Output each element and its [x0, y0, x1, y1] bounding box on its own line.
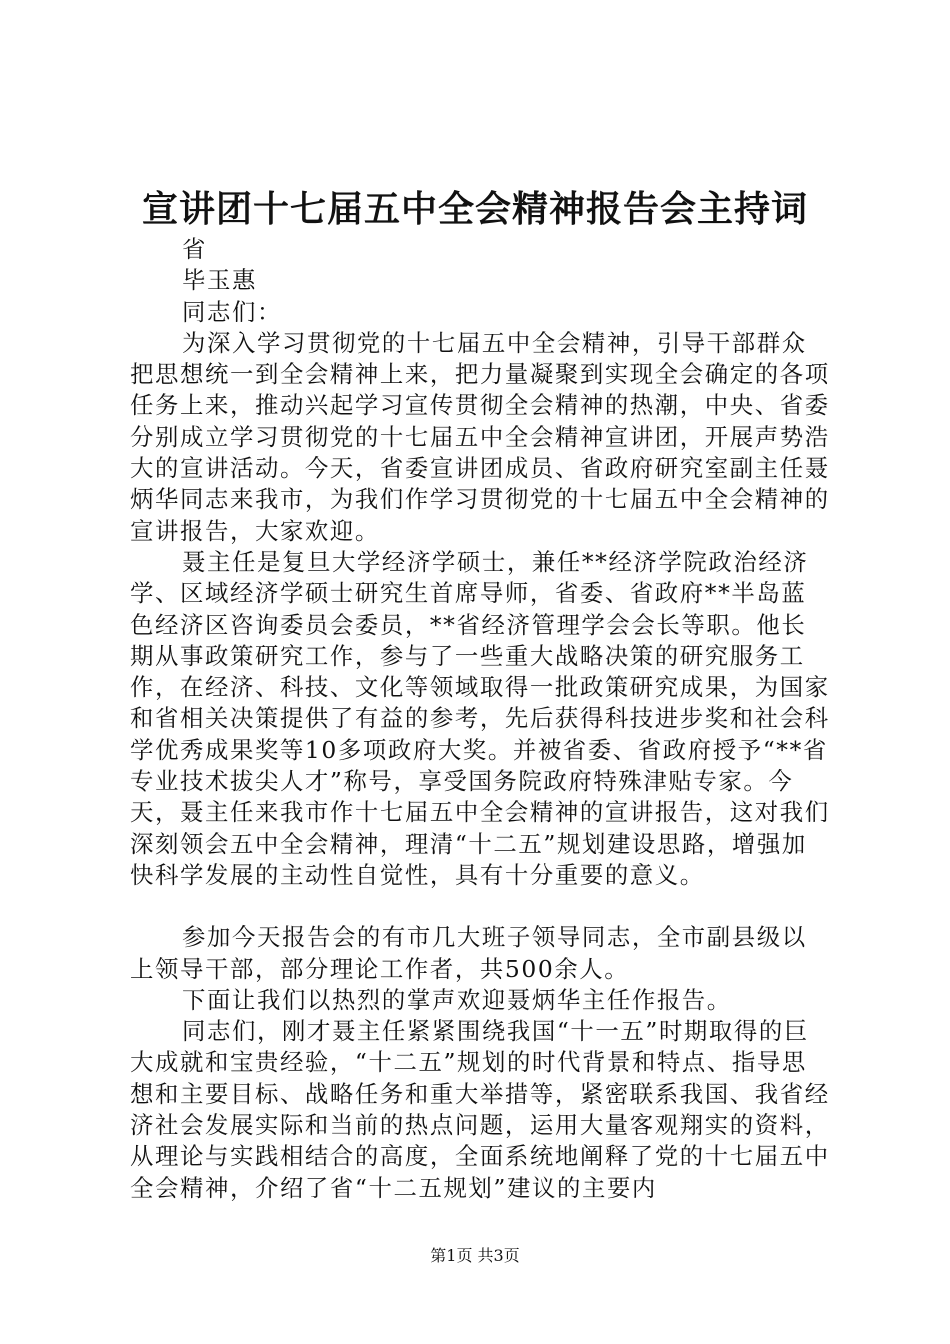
paragraph-speaker-bio: 聂主任是复旦大学经济学硕士，兼任**经济学院政治经济学、区域经济学硕士研究生首席导师，省委、省政府**半岛蓝色经济区咨询委员会委员，**省经济管理学会会长等职。他长期从事政策研究工作，参与了一些重大战略决策的研究服务工作，在经济、科技、文化等领域取得一批政策研究成果，为国家和省相关决策提供了有益的参考，先后获得科技进步奖和社会科学优秀成果奖等10多项政府大奖。并被省委、省政府授予“**省专业技术拔尖人才”称号，享受国务院政府特殊津贴专家。今天，聂主任来我市作十七届五中全会精神的宣讲报告，这对我们深刻领会五中全会精神，理清“十二五”规划建设思路，增强加快科学发展的主动性自觉性，具有十分重要的意义。: [130, 547, 830, 889]
paragraph-attendees: 参加今天报告会的有市几大班子领导同志，全市副县级以上领导干部，部分理论工作者，共500余人。: [130, 923, 807, 983]
paragraph-intro: 为深入学习贯彻党的十七届五中全会精神，引导干部群众把思想统一到全会精神上来，把力量凝聚到实现全会确定的各项任务上来，推动兴起学习宣传贯彻全会精神的热潮，中央、省委分别成立学习贯彻党的十七届五中全会精神宣讲团，开展声势浩大的宣讲活动。今天，省委宣讲团成员、省政府研究室副主任聂炳华同志来我市，为我们作学习贯彻党的十七届五中全会精神的宣讲报告，大家欢迎。: [130, 328, 830, 545]
salutation: 同志们：: [182, 297, 282, 326]
paragraph-welcome: 下面让我们以热烈的掌声欢迎聂炳华主任作报告。: [182, 985, 732, 1014]
document-body: [130, 234, 830, 1204]
paragraph-summary: 同志们，刚才聂主任紧紧围绕我国“十一五”时期取得的巨大成就和宝贵经验，“十二五”规划的时代背景和特点、指导思想和主要目标、战略任务和重大举措等，紧密联系我国、我省经济社会发展实际和当前的热点问题，运用大量客观翔实的资料，从理论与实践相结合的高度，全面系统地阐释了党的十七届五中全会精神，介绍了省“十二五规划”建议的主要内: [130, 1017, 830, 1202]
author-name: 毕玉惠: [182, 266, 257, 295]
document-title: 宣讲团十七届五中全会精神报告会主持词: [141, 188, 808, 230]
province-line: 省: [182, 235, 207, 263]
page-number: 第1页 共3页: [430, 1246, 520, 1265]
paragraph-gap: [130, 891, 830, 922]
